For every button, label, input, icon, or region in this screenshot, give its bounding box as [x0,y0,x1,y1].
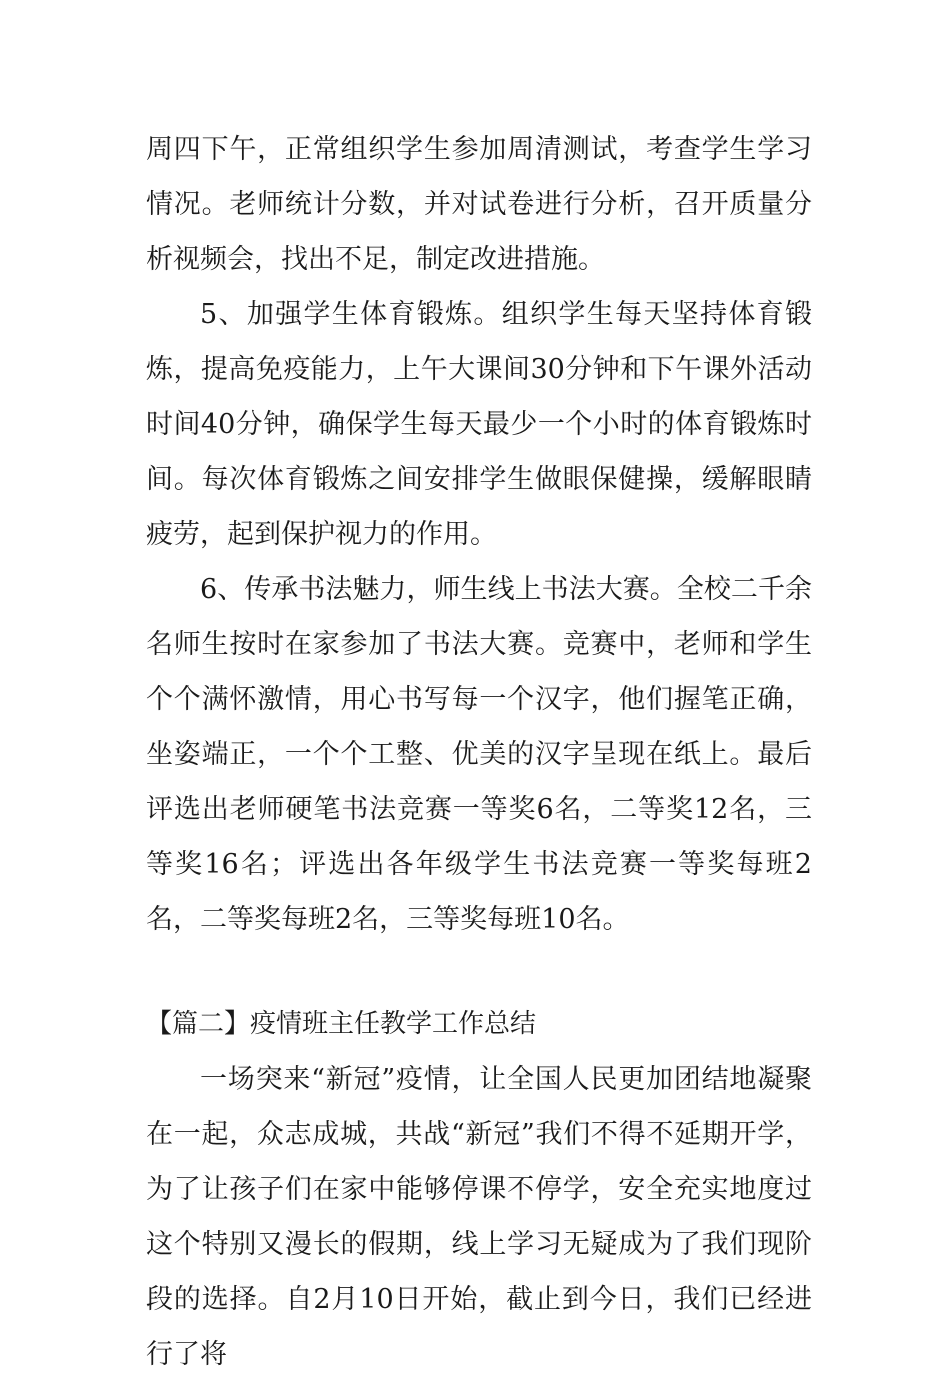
paragraph-weekly-test: 周四下午，正常组织学生参加周清测试，考查学生学习情况。老师统计分数，并对试卷进行分析，召开质量分析视频会，找出不足，制定改进措施。 [146,134,812,275]
paragraph-section2-intro: 一场突来“新冠”疫情，让全国人民更加团结地凝聚在一起，众志成城，共战“新冠”我们不得不延期开学，为了让孩子们在家中能够停课不停学，安全充实地度过这个特别又漫长的假期，线上学习无疑成为了我们现阶段的选择。自2月10日开始，截止到今日，我们已经进行了将 [146,1064,812,1370]
paragraph-physical-exercise: 5、加强学生体育锻炼。组织学生每天坚持体育锻炼，提高免疫能力，上午大课间30分钟和下午课外活动时间40分钟，确保学生每天最少一个小时的体育锻炼时间。每次体育锻炼之间安排学生做眼保健操，缓解眼睛疲劳，起到保护视力的作用。 [146,299,812,550]
section-title: 【篇二】疫情班主任教学工作总结 [146,1009,537,1039]
paragraph-calligraphy-contest: 6、传承书法魅力，师生线上书法大赛。全校二千余名师生按时在家参加了书法大赛。竞赛中，老师和学生个个满怀激情，用心书写每一个汉字，他们握笔正确，坐姿端正，一个个工整、优美的汉字呈现在纸上。最后评选出老师硬笔书法竞赛一等奖6名，二等奖12名，三等奖16名；评选出各年级学生书法竞赛一等奖每班2名，二等奖每班2名，三等奖每班10名。 [146,574,812,935]
document-body [146,122,812,1382]
